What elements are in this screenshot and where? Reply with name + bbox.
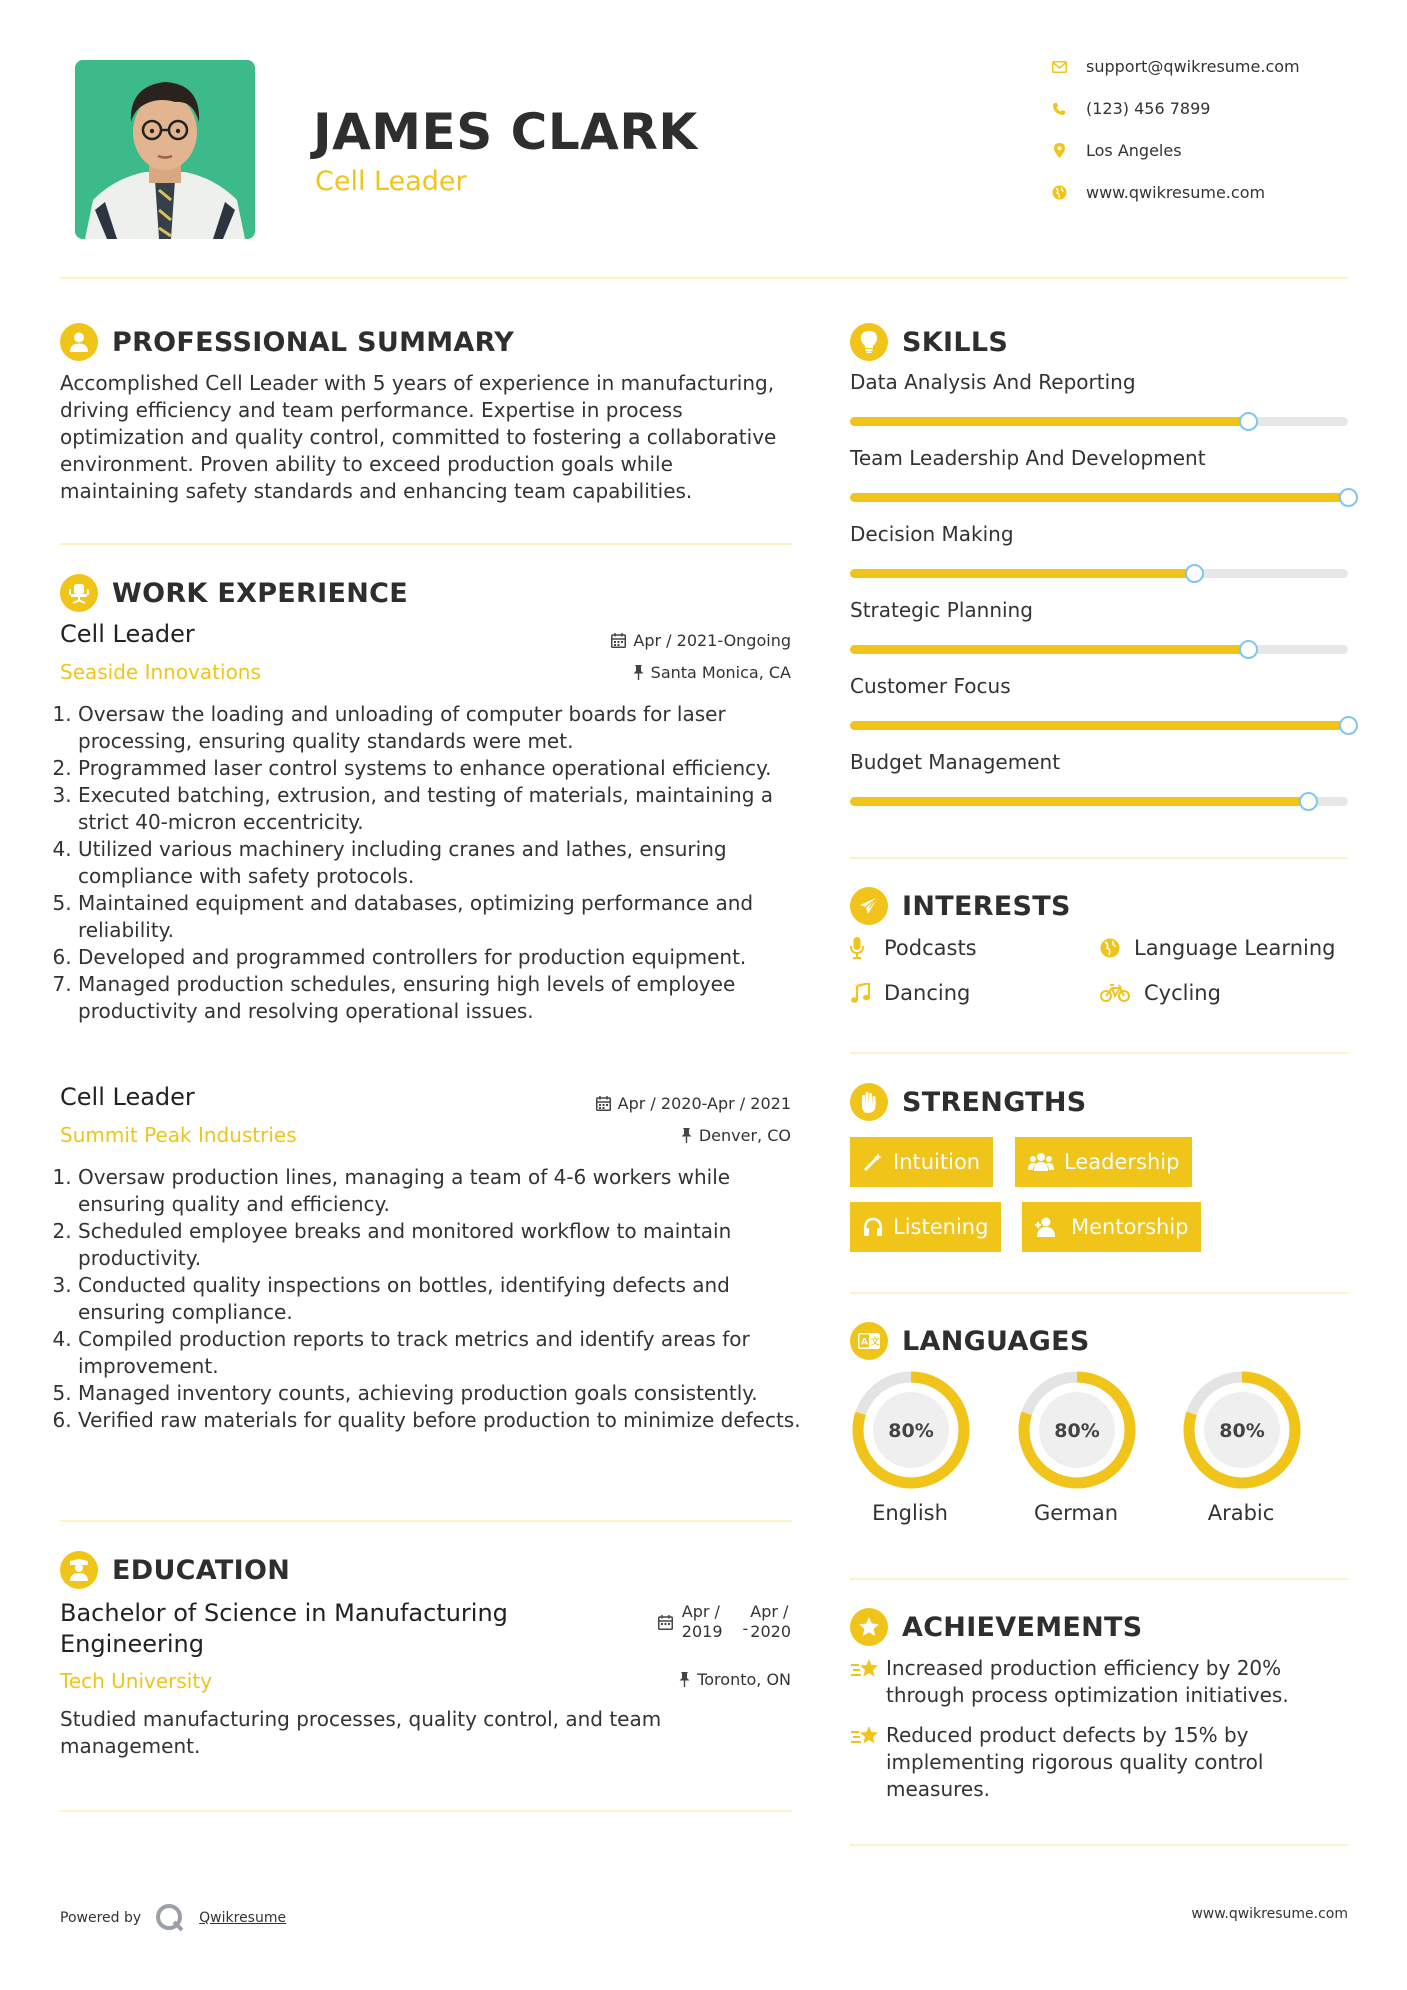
- achievement-line: implementing rigorous quality control: [886, 1750, 1264, 1774]
- skill-name: Data Analysis And Reporting: [850, 370, 1136, 394]
- education-end: [750, 1602, 791, 1642]
- languages-heading: [850, 1322, 1090, 1360]
- skill-name: Budget Management: [850, 750, 1061, 774]
- work-heading: [60, 574, 408, 612]
- language-percent: 80%: [888, 1420, 934, 1442]
- language-ring: [850, 1369, 972, 1491]
- list-item: 1. Oversaw the loading and unloading of computer boards for laser processing, ensuring quality standards were met.: [78, 701, 818, 755]
- shooting-star-icon: [850, 1655, 886, 1709]
- skills-divider: [850, 857, 1348, 859]
- contact-location: [1050, 141, 1182, 160]
- education-dates: [621, 1602, 791, 1642]
- interest-label: Language Learning: [1134, 936, 1336, 960]
- list-item: 6. Verified raw materials for quality before production to minimize defects.: [78, 1407, 818, 1434]
- education-location: [550, 1670, 791, 1689]
- skill-level-knob: [1185, 564, 1204, 583]
- language-ring: [1181, 1369, 1303, 1491]
- summary-heading: [60, 323, 514, 361]
- language-name: Arabic: [1207, 1501, 1275, 1525]
- skill-level-knob: [1339, 716, 1358, 735]
- strength-tag-leadership: [1015, 1137, 1192, 1187]
- list-item: 4. Utilized various machinery including cranes and lathes, ensuring compliance with safety protocols.: [78, 836, 818, 890]
- calendar-icon: [596, 1096, 611, 1111]
- user-plus-icon: [1035, 1217, 1061, 1237]
- skill-name: Customer Focus: [850, 674, 1011, 698]
- magic-wand-icon: [863, 1152, 883, 1172]
- skill-level-knob: [1339, 488, 1358, 507]
- degree-line-1: Bachelor of Science in Manufacturing: [60, 1599, 508, 1627]
- header-divider: [60, 277, 1348, 279]
- globe-icon: [1100, 938, 1122, 958]
- raised-hand-icon: [850, 1083, 888, 1121]
- achievements-heading: [850, 1608, 1143, 1646]
- skill-level-bar: [850, 417, 1348, 426]
- achievement-line: Reduced product defects by 15% by: [886, 1723, 1249, 1747]
- list-item: 2. Scheduled employee breaks and monitored workflow to maintain productivity.: [78, 1218, 818, 1272]
- skill-level-fill: [850, 721, 1348, 730]
- strength-label: Mentorship: [1071, 1215, 1189, 1239]
- users-icon: [1028, 1152, 1054, 1172]
- degree-line-2: Engineering: [60, 1630, 204, 1658]
- phone-text: (123) 456 7899: [1086, 99, 1211, 118]
- interest-label: Podcasts: [884, 936, 977, 960]
- shooting-star-icon: [850, 1722, 886, 1803]
- globe-icon: [1050, 184, 1068, 202]
- job-1-duties: [56, 701, 818, 1025]
- footer-website[interactable]: www.qwikresume.com: [1191, 1906, 1348, 1922]
- school-name: Tech University: [60, 1669, 213, 1693]
- interest-label: Dancing: [884, 981, 971, 1005]
- achievement-text: [886, 1722, 1263, 1803]
- interests-divider: [850, 1052, 1348, 1054]
- microphone-icon: [850, 937, 872, 959]
- job-1-company: Seaside Innovations: [60, 660, 261, 684]
- skill-name: Team Leadership And Development: [850, 446, 1206, 470]
- map-pin-icon: [1050, 142, 1068, 160]
- skill-level-bar: [850, 797, 1348, 806]
- job-2-dates: [500, 1094, 791, 1113]
- list-item: 7. Managed production schedules, ensuring high levels of employee productivity and resolving operational issues.: [78, 971, 818, 1025]
- education-location-text: Toronto, ON: [697, 1670, 791, 1689]
- job-1-location-text: Santa Monica, CA: [650, 663, 791, 682]
- strength-label: Listening: [893, 1215, 989, 1239]
- bicycle-icon: [1100, 984, 1132, 1002]
- powered-by-text: Powered by: [60, 1910, 142, 1926]
- job-2-dates-text: Apr / 2020-Apr / 2021: [617, 1094, 791, 1113]
- skill-name: Strategic Planning: [850, 598, 1033, 622]
- envelope-icon: [1050, 58, 1068, 76]
- skill-level-fill: [850, 493, 1348, 502]
- list-item: 2. Programmed laser control systems to enhance operational efficiency.: [78, 755, 818, 782]
- contact-website[interactable]: [1050, 183, 1265, 202]
- list-item: 6. Developed and programmed controllers for production equipment.: [78, 944, 818, 971]
- education-end-month: Apr /: [750, 1602, 789, 1621]
- skill-level-knob: [1239, 640, 1258, 659]
- user-icon: [60, 323, 98, 361]
- skill-level-bar: [850, 721, 1348, 730]
- headphones-icon: [863, 1217, 883, 1237]
- job-2-location: [500, 1126, 791, 1145]
- interest-cycling: [1100, 981, 1221, 1005]
- summary-title: PROFESSIONAL SUMMARY: [112, 326, 515, 358]
- skill-level-fill: [850, 569, 1194, 578]
- achievements-divider: [850, 1844, 1348, 1846]
- pushpin-icon: [681, 1128, 692, 1143]
- list-item: 3. Conducted quality inspections on bottles, identifying defects and ensuring compliance.: [78, 1272, 818, 1326]
- job-2-company: Summit Peak Industries: [60, 1123, 297, 1147]
- education-date-dash: -: [742, 1618, 749, 1638]
- language-percent: 80%: [1054, 1420, 1100, 1442]
- list-item: 3. Executed batching, extrusion, and testing of materials, maintaining a strict 40-micron eccentricity.: [78, 782, 818, 836]
- summary-divider: [60, 543, 792, 545]
- candidate-name: JAMES CLARK: [313, 103, 698, 161]
- strength-tag-intuition: [850, 1137, 993, 1187]
- language-name: English: [872, 1501, 948, 1525]
- contact-phone[interactable]: [1050, 99, 1210, 118]
- profile-photo: [75, 60, 255, 239]
- email-text: support@qwikresume.com: [1086, 57, 1300, 76]
- interest-podcasts: [850, 936, 977, 960]
- job-2-duties: [56, 1164, 818, 1434]
- star-badge-icon: [850, 1608, 888, 1646]
- achievement-line: measures.: [886, 1777, 991, 1801]
- degree-title: [60, 1598, 508, 1660]
- interest-dancing: [850, 981, 970, 1005]
- achievement-item: [850, 1655, 1330, 1709]
- skill-level-fill: [850, 797, 1308, 806]
- job-2-title: Cell Leader: [60, 1083, 195, 1111]
- skill-name: Decision Making: [850, 522, 1014, 546]
- strengths-divider: [850, 1292, 1348, 1294]
- education-start-year: 2019: [681, 1622, 723, 1641]
- footer-powered-by: [60, 1903, 286, 1933]
- calendar-icon: [658, 1615, 673, 1630]
- achievement-line: Increased production efficiency by 20%: [886, 1656, 1282, 1680]
- education-divider: [60, 1810, 792, 1812]
- graduate-icon: [60, 1551, 98, 1589]
- strength-tag-mentorship: [1022, 1202, 1201, 1252]
- education-description: Studied manufacturing processes, quality control, and team management.: [60, 1707, 662, 1758]
- language-item: [850, 1369, 972, 1525]
- phone-icon: [1050, 100, 1068, 118]
- education-heading: [60, 1551, 290, 1589]
- job-1-location: [500, 663, 791, 682]
- website-text: www.qwikresume.com: [1086, 183, 1266, 202]
- interests-title: INTERESTS: [902, 890, 1071, 922]
- skill-level-bar: [850, 493, 1348, 502]
- location-text: Los Angeles: [1086, 141, 1182, 160]
- work-divider: [60, 1520, 792, 1522]
- skill-level-bar: [850, 645, 1348, 654]
- summary-text: Accomplished Cell Leader with 5 years of experience in manufacturing, driving efficiency and team performance. Expertise in process optimization and quality control, committed to fostering a collaborative environment. Proven ability to exceed production goals while maintaining safety standards and enhancing team capabilities.: [60, 371, 777, 503]
- skill-level-fill: [850, 417, 1248, 426]
- skills-title: SKILLS: [902, 326, 1009, 358]
- education-end-year: 2020: [750, 1622, 791, 1641]
- education-title: EDUCATION: [112, 1554, 291, 1586]
- job-2-location-text: Denver, CO: [698, 1126, 791, 1145]
- svg-text:A: A: [861, 1337, 868, 1348]
- interest-language-learning: [1100, 936, 1335, 960]
- list-item: 5. Maintained equipment and databases, optimizing performance and reliability.: [78, 890, 818, 944]
- strength-label: Intuition: [893, 1150, 981, 1174]
- candidate-title: Cell Leader: [315, 166, 467, 197]
- language-ring: [1016, 1369, 1138, 1491]
- contact-email[interactable]: [1050, 57, 1300, 76]
- languages-title: LANGUAGES: [902, 1325, 1090, 1357]
- skills-heading: [850, 323, 1008, 361]
- skill-level-knob: [1239, 412, 1258, 431]
- strength-tag-listening: [850, 1202, 1001, 1252]
- language-card-icon: [850, 1322, 888, 1360]
- job-1-title: Cell Leader: [60, 620, 195, 648]
- calendar-icon: [611, 633, 626, 648]
- skill-level-knob: [1299, 792, 1318, 811]
- svg-text:文: 文: [870, 1337, 880, 1348]
- strength-label: Leadership: [1064, 1150, 1180, 1174]
- achievement-text: [886, 1655, 1289, 1709]
- job-1-dates-text: Apr / 2021-Ongoing: [633, 631, 791, 650]
- pushpin-icon: [633, 665, 644, 680]
- achievement-item: [850, 1722, 1330, 1803]
- education-start: [682, 1602, 723, 1642]
- interests-heading: [850, 887, 1071, 925]
- language-name: German: [1033, 1501, 1119, 1525]
- work-title: WORK EXPERIENCE: [112, 577, 408, 609]
- education-start-month: Apr /: [681, 1602, 720, 1621]
- skill-level-bar: [850, 569, 1348, 578]
- language-item: [1181, 1369, 1303, 1525]
- strengths-title: STRENGTHS: [902, 1086, 1087, 1118]
- qwikresume-link[interactable]: Qwikresume: [199, 1910, 287, 1926]
- list-item: 1. Oversaw production lines, managing a team of 4-6 workers while ensuring quality and efficiency.: [78, 1164, 818, 1218]
- achievement-line: through process optimization initiatives.: [886, 1683, 1289, 1707]
- qwikresume-logo-icon: [155, 1903, 185, 1933]
- interest-label: Cycling: [1144, 981, 1221, 1005]
- language-item: [1016, 1369, 1138, 1525]
- pushpin-icon: [679, 1672, 690, 1687]
- list-item: 4. Compiled production reports to track metrics and identify areas for improvement.: [78, 1326, 818, 1380]
- achievements-title: ACHIEVEMENTS: [902, 1611, 1143, 1643]
- avatar: [75, 60, 255, 239]
- office-chair-icon: [60, 574, 98, 612]
- strengths-heading: [850, 1083, 1087, 1121]
- language-percent: 80%: [1219, 1420, 1265, 1442]
- paper-plane-icon: [850, 887, 888, 925]
- lightbulb-icon: [850, 323, 888, 361]
- list-item: 5. Managed inventory counts, achieving production goals consistently.: [78, 1380, 818, 1407]
- job-1-dates: [500, 631, 791, 650]
- music-note-icon: [850, 983, 872, 1003]
- skill-level-fill: [850, 645, 1248, 654]
- languages-divider: [850, 1578, 1348, 1580]
